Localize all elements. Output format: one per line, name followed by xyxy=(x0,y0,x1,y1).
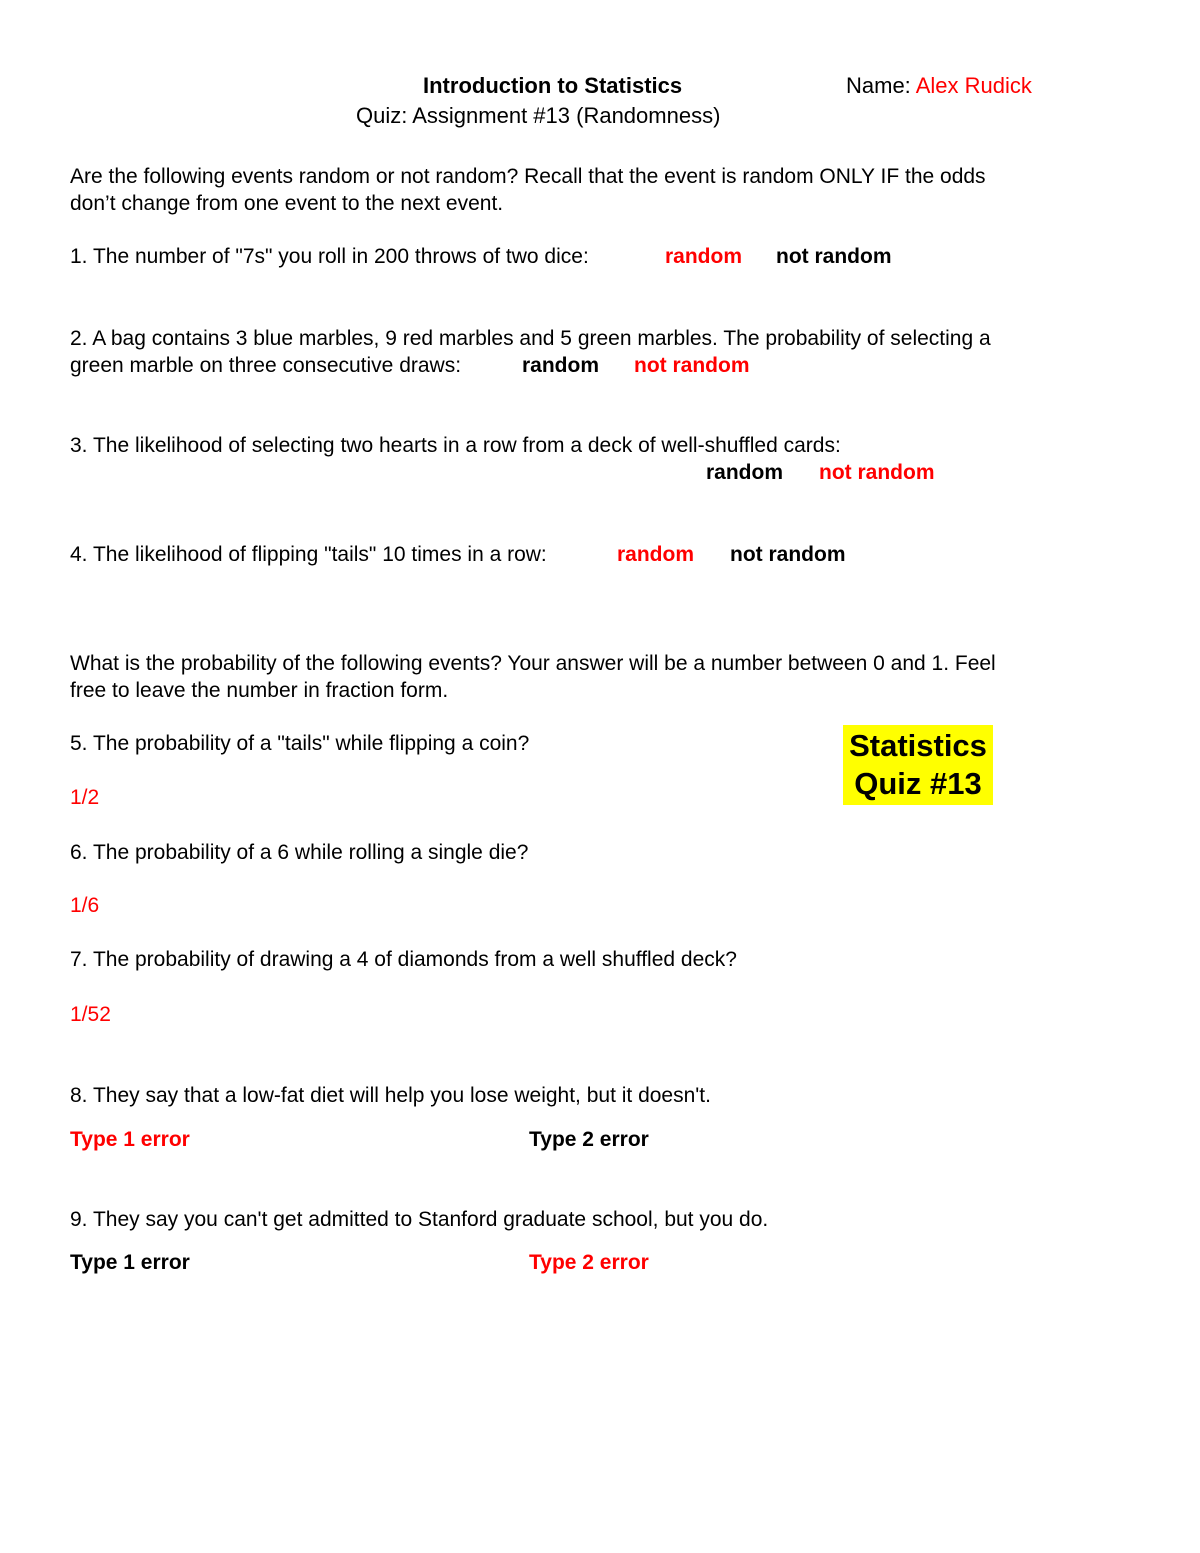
question-9-text: 9. They say you can't get admitted to Stanford graduate school, but you do. xyxy=(70,1208,769,1231)
course-title: Introduction to Statistics xyxy=(423,73,683,98)
name-label: Name: xyxy=(846,73,911,98)
question-1-option-random[interactable]: random xyxy=(665,245,743,268)
question-6-text: 6. The probability of a 6 while rolling a single die? xyxy=(70,841,529,864)
question-8-option-type-2[interactable]: Type 2 error xyxy=(529,1128,649,1151)
quiz-badge xyxy=(843,725,993,805)
question-2-option-random[interactable]: random xyxy=(522,354,600,377)
question-7-text: 7. The probability of drawing a 4 of diamonds from a well shuffled deck? xyxy=(70,948,737,971)
section1-instructions-line2: don’t change from one event to the next event. xyxy=(70,192,504,215)
question-5-text: 5. The probability of a "tails" while flipping a coin? xyxy=(70,732,530,755)
question-4-text: 4. The likelihood of flipping "tails" 10 times in a row: xyxy=(70,543,547,566)
question-3-text: 3. The likelihood of selecting two hearts in a row from a deck of well-shuffled cards: xyxy=(70,434,841,457)
badge-line-2: Quiz #13 xyxy=(854,766,982,801)
question-9-option-type-1[interactable]: Type 1 error xyxy=(70,1251,190,1274)
question-9-option-type-2[interactable]: Type 2 error xyxy=(529,1251,649,1274)
question-6-answer: 1/6 xyxy=(70,894,100,917)
question-8-text: 8. They say that a low-fat diet will help you lose weight, but it doesn't. xyxy=(70,1084,711,1107)
question-7-answer: 1/52 xyxy=(70,1003,111,1026)
badge-line-1: Statistics xyxy=(849,728,987,763)
question-3-option-random[interactable]: random xyxy=(706,461,784,484)
question-4-option-not-random[interactable]: not random xyxy=(730,543,846,566)
question-3-option-not-random[interactable]: not random xyxy=(819,461,935,484)
section1-instructions-line1: Are the following events random or not random? Recall that the event is random ONLY IF the odds xyxy=(70,165,986,188)
question-2-option-not-random[interactable]: not random xyxy=(634,354,750,377)
student-name: Alex Rudick xyxy=(915,73,1032,98)
question-5-answer: 1/2 xyxy=(70,786,100,809)
question-1-text: 1. The number of "7s" you roll in 200 throws of two dice: xyxy=(70,245,589,268)
question-8-option-type-1[interactable]: Type 1 error xyxy=(70,1128,190,1151)
question-4-option-random[interactable]: random xyxy=(617,543,695,566)
question-2-text-line2: green marble on three consecutive draws: xyxy=(70,354,462,377)
quiz-title: Quiz: Assignment #13 (Randomness) xyxy=(356,103,721,128)
name-field xyxy=(846,73,1032,99)
section2-instructions-line2: free to leave the number in fraction form. xyxy=(70,679,449,702)
question-2-text-line1: 2. A bag contains 3 blue marbles, 9 red marbles and 5 green marbles. The probability of selecting a xyxy=(70,327,991,350)
question-1-option-not-random[interactable]: not random xyxy=(776,245,892,268)
section2-instructions-line1: What is the probability of the following events? Your answer will be a number between 0 and 1. Feel xyxy=(70,652,996,675)
